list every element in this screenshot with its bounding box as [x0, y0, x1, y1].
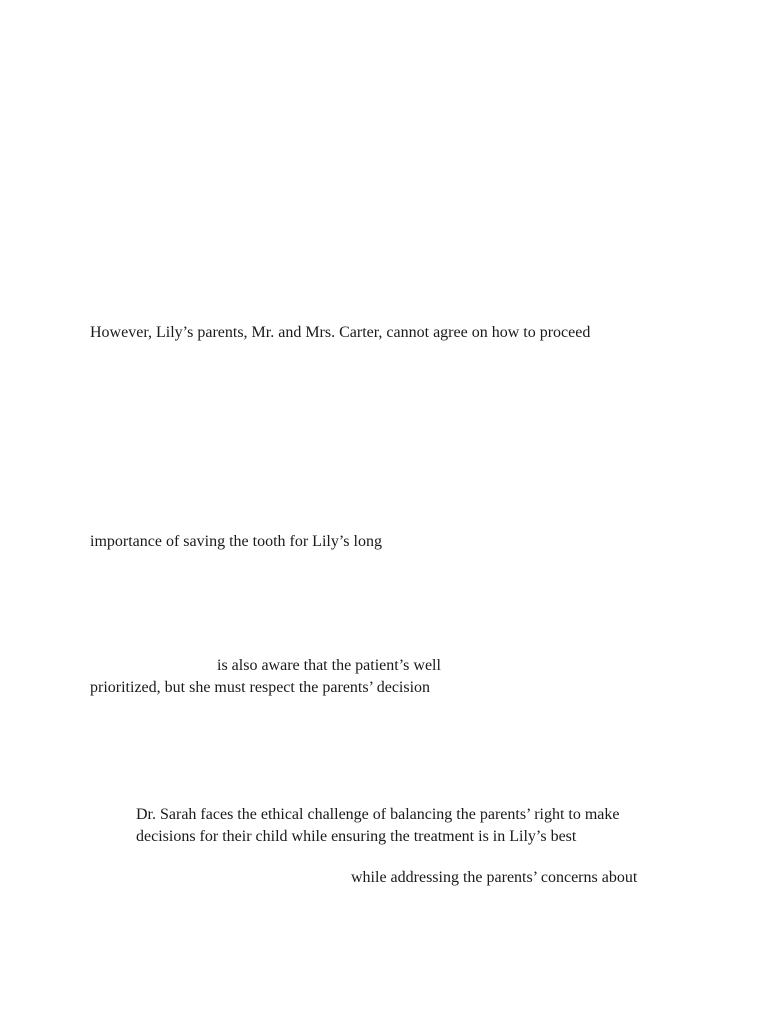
text-line: However, Lily’s parents, Mr. and Mrs. Carter, cannot agree on how to proceed	[90, 324, 591, 341]
text-line: Dr. Sarah faces the ethical challenge of balancing the parents’ right to make	[136, 806, 620, 823]
text-line: while addressing the parents’ concerns about	[351, 869, 638, 886]
text-line: decisions for their child while ensuring the treatment is in Lily’s best	[136, 828, 577, 845]
text-line: importance of saving the tooth for Lily’s long	[90, 533, 382, 550]
text-line: is also aware that the patient’s well	[217, 657, 441, 674]
text-line: prioritized, but she must respect the parents’ decision	[90, 679, 431, 696]
